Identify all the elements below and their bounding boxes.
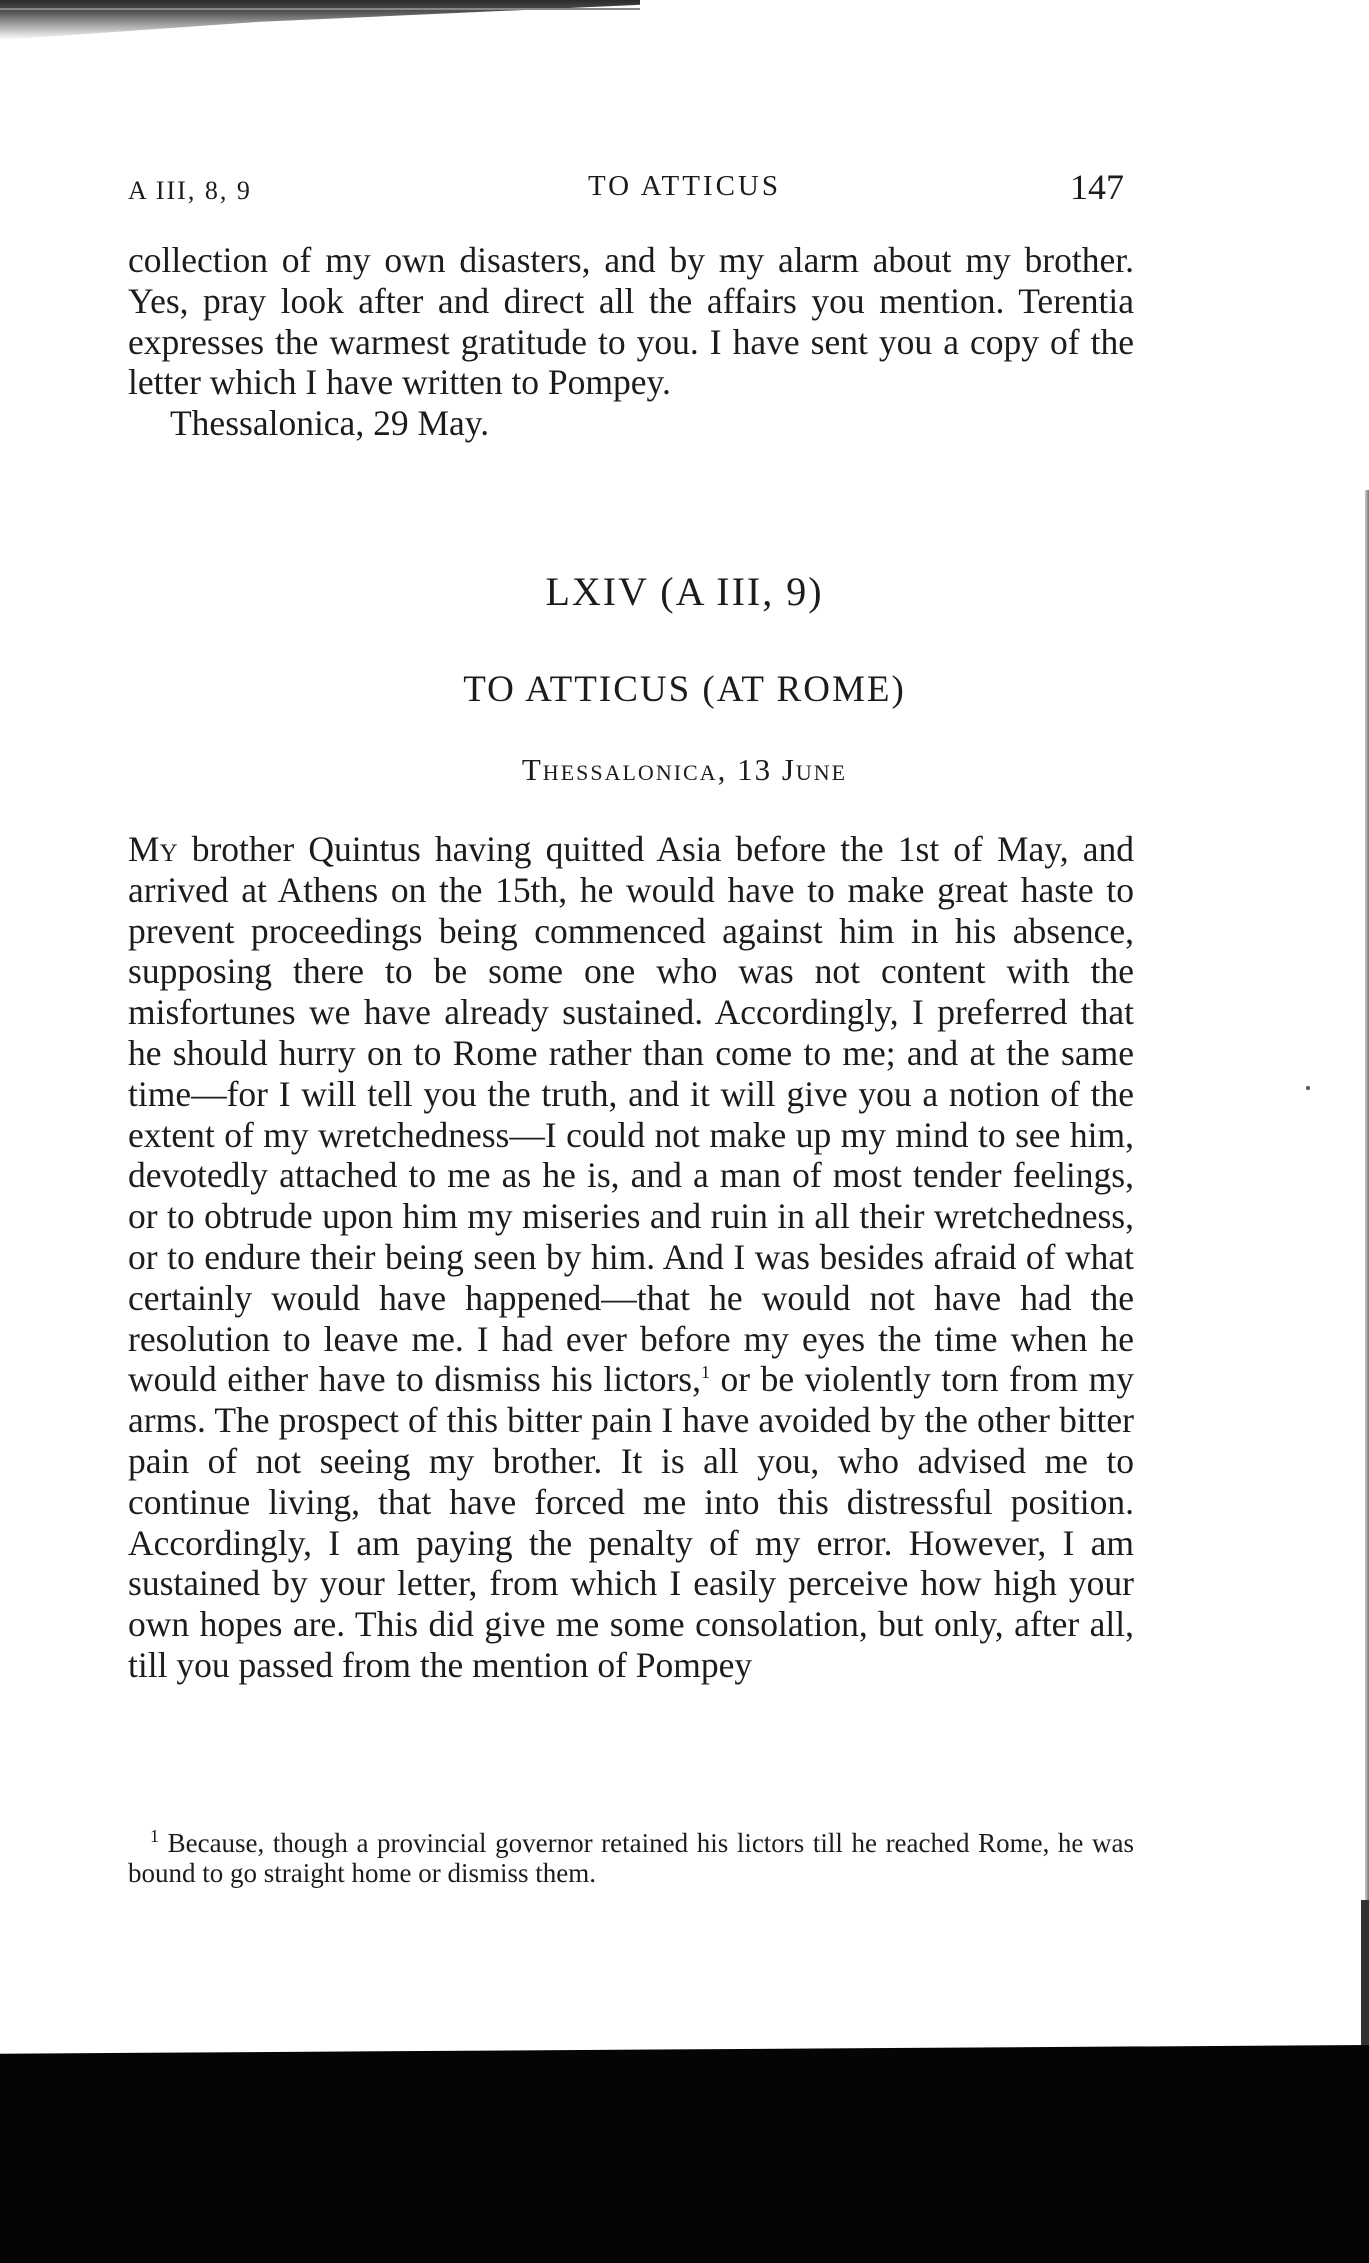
footnote-marker: 1: [150, 1826, 159, 1846]
letter-body: [128, 829, 1134, 1686]
scan-right-edge-dark: [1361, 1900, 1369, 2070]
footnote: [128, 1828, 1134, 1888]
page-number: 147: [1070, 167, 1124, 207]
scan-top-rule: [0, 8, 640, 10]
opening-word: My: [128, 829, 178, 869]
scan-top-shadow: [0, 0, 640, 40]
letter-paragraph: [128, 829, 1134, 1686]
footnote-paragraph: [128, 1828, 1134, 1888]
running-head: [0, 166, 1369, 206]
letter-reference: (A III, 9): [660, 569, 824, 614]
scan-speck: [1306, 1086, 1310, 1090]
scan-right-edge: [1365, 490, 1369, 2070]
continuation-signoff: Thessalonica, 29 May.: [170, 403, 490, 444]
running-head-title: TO ATTICUS: [587, 170, 781, 202]
letter-place-date: Thessalonica, 13 June: [521, 752, 848, 787]
letter-number-heading: [0, 568, 1369, 615]
scan-bottom-shadow: [0, 2045, 1369, 2263]
letter-text-after-note: or be violently torn from my arms. The prospect of this bitter pain I have avoided by the other bitter pain of not seeing my brother. It is all you, who advised me to continue living, that have forced me into this distressful position. Accordingly, I am paying the penalty of my error. However, I am sustained by your letter, from which I easily perceive how high your own hopes are. This did give me some consolation, but only, after all, till you passed from the mention of Pompey: [128, 1359, 1134, 1685]
continuation-paragraph: collection of my own disasters, and by my alarm about my brother. Yes, pray look after and direct all the affairs you mention. Terentia expresses the warmest gratitude to you. I have sent you a copy of the letter which I have written to Pompey.: [128, 240, 1134, 403]
previous-letter-ending: [128, 240, 1134, 444]
footnote-text: Because, though a provincial governor retained his lictors till he reached Rome, he was bound to go straight home or dismiss them.: [128, 1828, 1134, 1888]
letter-title: TO ATTICUS (AT ROME): [463, 669, 906, 710]
letter-text-before-note: brother Quintus having quitted Asia before the 1st of May, and arrived at Athens on the 15th, he would have to make great haste to prevent proceedings being commenced against him in his absence, supposing there to be some one who was not content with the misfortunes we have already sustained. Accordingly, I preferred that he should hurry on to Rome rather than come to me; and at the same time—for I will tell you the truth, and it will give you a notion of the extent of my wretchedness—I could not make up my mind to see him, devotedly attached to me as he is, and a man of most tender feelings, or to obtrude upon him my miseries and ruin in all their wretchedness, or to endure their being seen by him. And I was besides afraid of what certainly would have happened—that he would not have had the resolution to leave me. I had ever before my eyes the time when he would either have to dismiss his lictors,: [128, 829, 1134, 1400]
footnote-reference[interactable]: 1: [700, 1362, 710, 1383]
running-head-reference: A III, 8, 9: [128, 176, 252, 205]
letter-number: LXIV: [545, 569, 649, 614]
